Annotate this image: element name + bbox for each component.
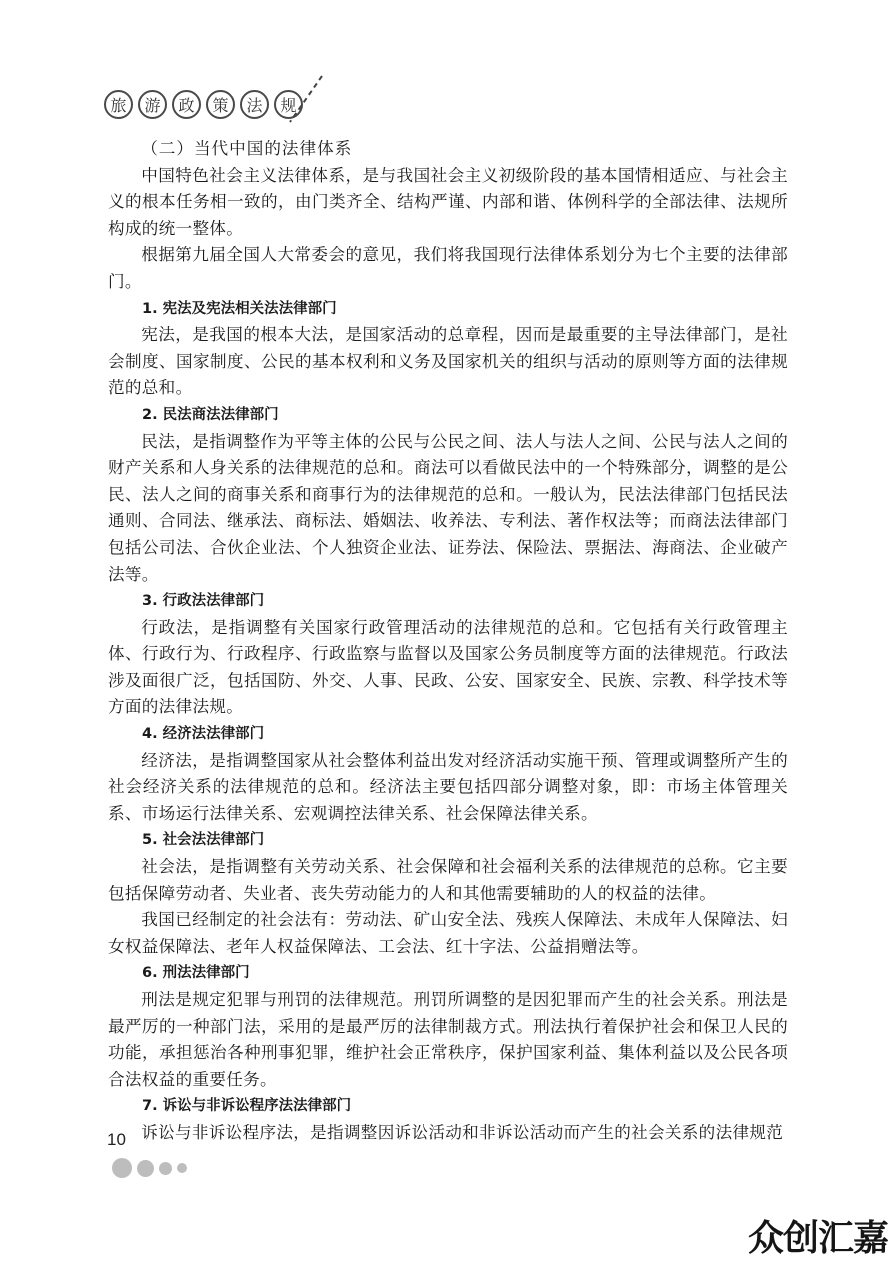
page-number: 10 — [107, 1130, 126, 1149]
body-paragraph: 社会法，是指调整有关劳动关系、社会保障和社会福利关系的法律规范的总称。它主要包括保障劳动者、失业者、丧失劳动能力的人和其他需要辅助的人的权益的法律。 — [108, 857, 788, 903]
intro-paragraph: 中国特色社会主义法律体系，是与我国社会主义初级阶段的基本国情相适应、与社会主义的根本任务相一致的，由门类齐全、结构严谨、内部和谐、体例科学的全部法律、法规所构成的统一整体。 — [108, 165, 788, 238]
body-paragraph: 民法，是指调整作为平等主体的公民与公民之间、法人与法人之间、公民与法人之间的财产关系和人身关系的法律规范的总和。商法可以看做民法中的一个特殊部分，调整的是公民、法人之间的商事关系和商事行为的法律规范的总和。一般认为，民法法律部门包括民法通则、合同法、继承法、商标法、婚姻法、收养法、专利法、著作权法等；而商法法律部门包括公司法、合伙企业法、个人独资企业法、证券法、保险法、票据法、海商法、企业破产法等。 — [108, 431, 788, 584]
body-paragraph: 宪法，是我国的根本大法，是国家活动的总章程，因而是最重要的主导法律部门，是社会制度、国家制度、公民的基本权利和义务及国家机关的组织与活动的原则等方面的法律规范的总和。 — [108, 325, 788, 398]
body-paragraph: 刑法是规定犯罪与刑罚的法律规范。刑罚所调整的是因犯罪而产生的社会关系。刑法是最严厉的一种部门法，采用的是最严厉的法律制裁方式。刑法执行着保护社会和保卫人民的功能，承担惩治各种刑事犯罪，维护社会正常秩序，保护国家利益、集体利益以及公民各项合法权益的重要任务。 — [108, 990, 788, 1089]
header-char: 法 — [240, 90, 269, 119]
subsection-heading: 5. 社会法法律部门 — [142, 832, 265, 849]
dot-icon — [137, 1160, 154, 1177]
section-title: （二）当代中国的法律体系 — [141, 139, 353, 158]
header-char: 规 — [274, 90, 303, 119]
subsection-heading: 7. 诉讼与非诉讼程序法法律部门 — [142, 1098, 352, 1115]
subsection-heading: 4. 经济法法律部门 — [142, 726, 265, 743]
running-header — [104, 84, 308, 124]
intro-paragraph: 根据第九届全国人大常委会的意见，我们将我国现行法律体系划分为七个主要的法律部门。 — [108, 245, 788, 291]
dot-icon — [112, 1158, 132, 1178]
header-char: 策 — [206, 90, 235, 119]
subsection-heading: 2. 民法商法法律部门 — [142, 406, 279, 423]
page-content — [108, 136, 788, 1147]
subsection-heading: 1. 宪法及宪法相关法法律部门 — [142, 300, 337, 317]
header-char: 旅 — [104, 90, 133, 119]
header-char: 游 — [138, 90, 167, 119]
header-char: 政 — [172, 90, 201, 119]
body-paragraph: 经济法，是指调整国家从社会整体利益出发对经济活动实施干预、管理或调整所产生的社会经济关系的法律规范的总和。经济法主要包括四部分调整对象，即：市场主体管理关系、市场运行法律关系、宏观调控法律关系、社会保障法律关系。 — [108, 750, 788, 823]
body-paragraph: 诉讼与非诉讼程序法，是指调整因诉讼活动和非诉讼活动而产生的社会关系的法律规范 — [141, 1122, 784, 1142]
subsection-heading: 3. 行政法法律部门 — [142, 593, 265, 610]
dot-icon — [159, 1162, 172, 1175]
body-paragraph: 我国已经制定的社会法有：劳动法、矿山安全法、残疾人保障法、未成年人保障法、妇女权益保障法、老年人权益保障法、工会法、红十字法、公益捐赠法等。 — [108, 910, 788, 956]
header-slash-decoration — [282, 70, 328, 130]
body-paragraph: 行政法，是指调整有关国家行政管理活动的法律规范的总和。它包括有关行政管理主体、行政行为、行政程序、行政监察与监督以及国家公务员制度等方面的法律规范。行政法涉及面很广泛，包括国防、外交、人事、民政、公安、国家安全、民族、宗教、科学技术等方面的法律法规。 — [108, 617, 788, 717]
dot-icon — [177, 1163, 187, 1173]
watermark: 众创汇嘉 — [747, 1218, 888, 1259]
footer-dots-decoration — [112, 1158, 192, 1178]
subsection-heading: 6. 刑法法律部门 — [142, 965, 250, 982]
